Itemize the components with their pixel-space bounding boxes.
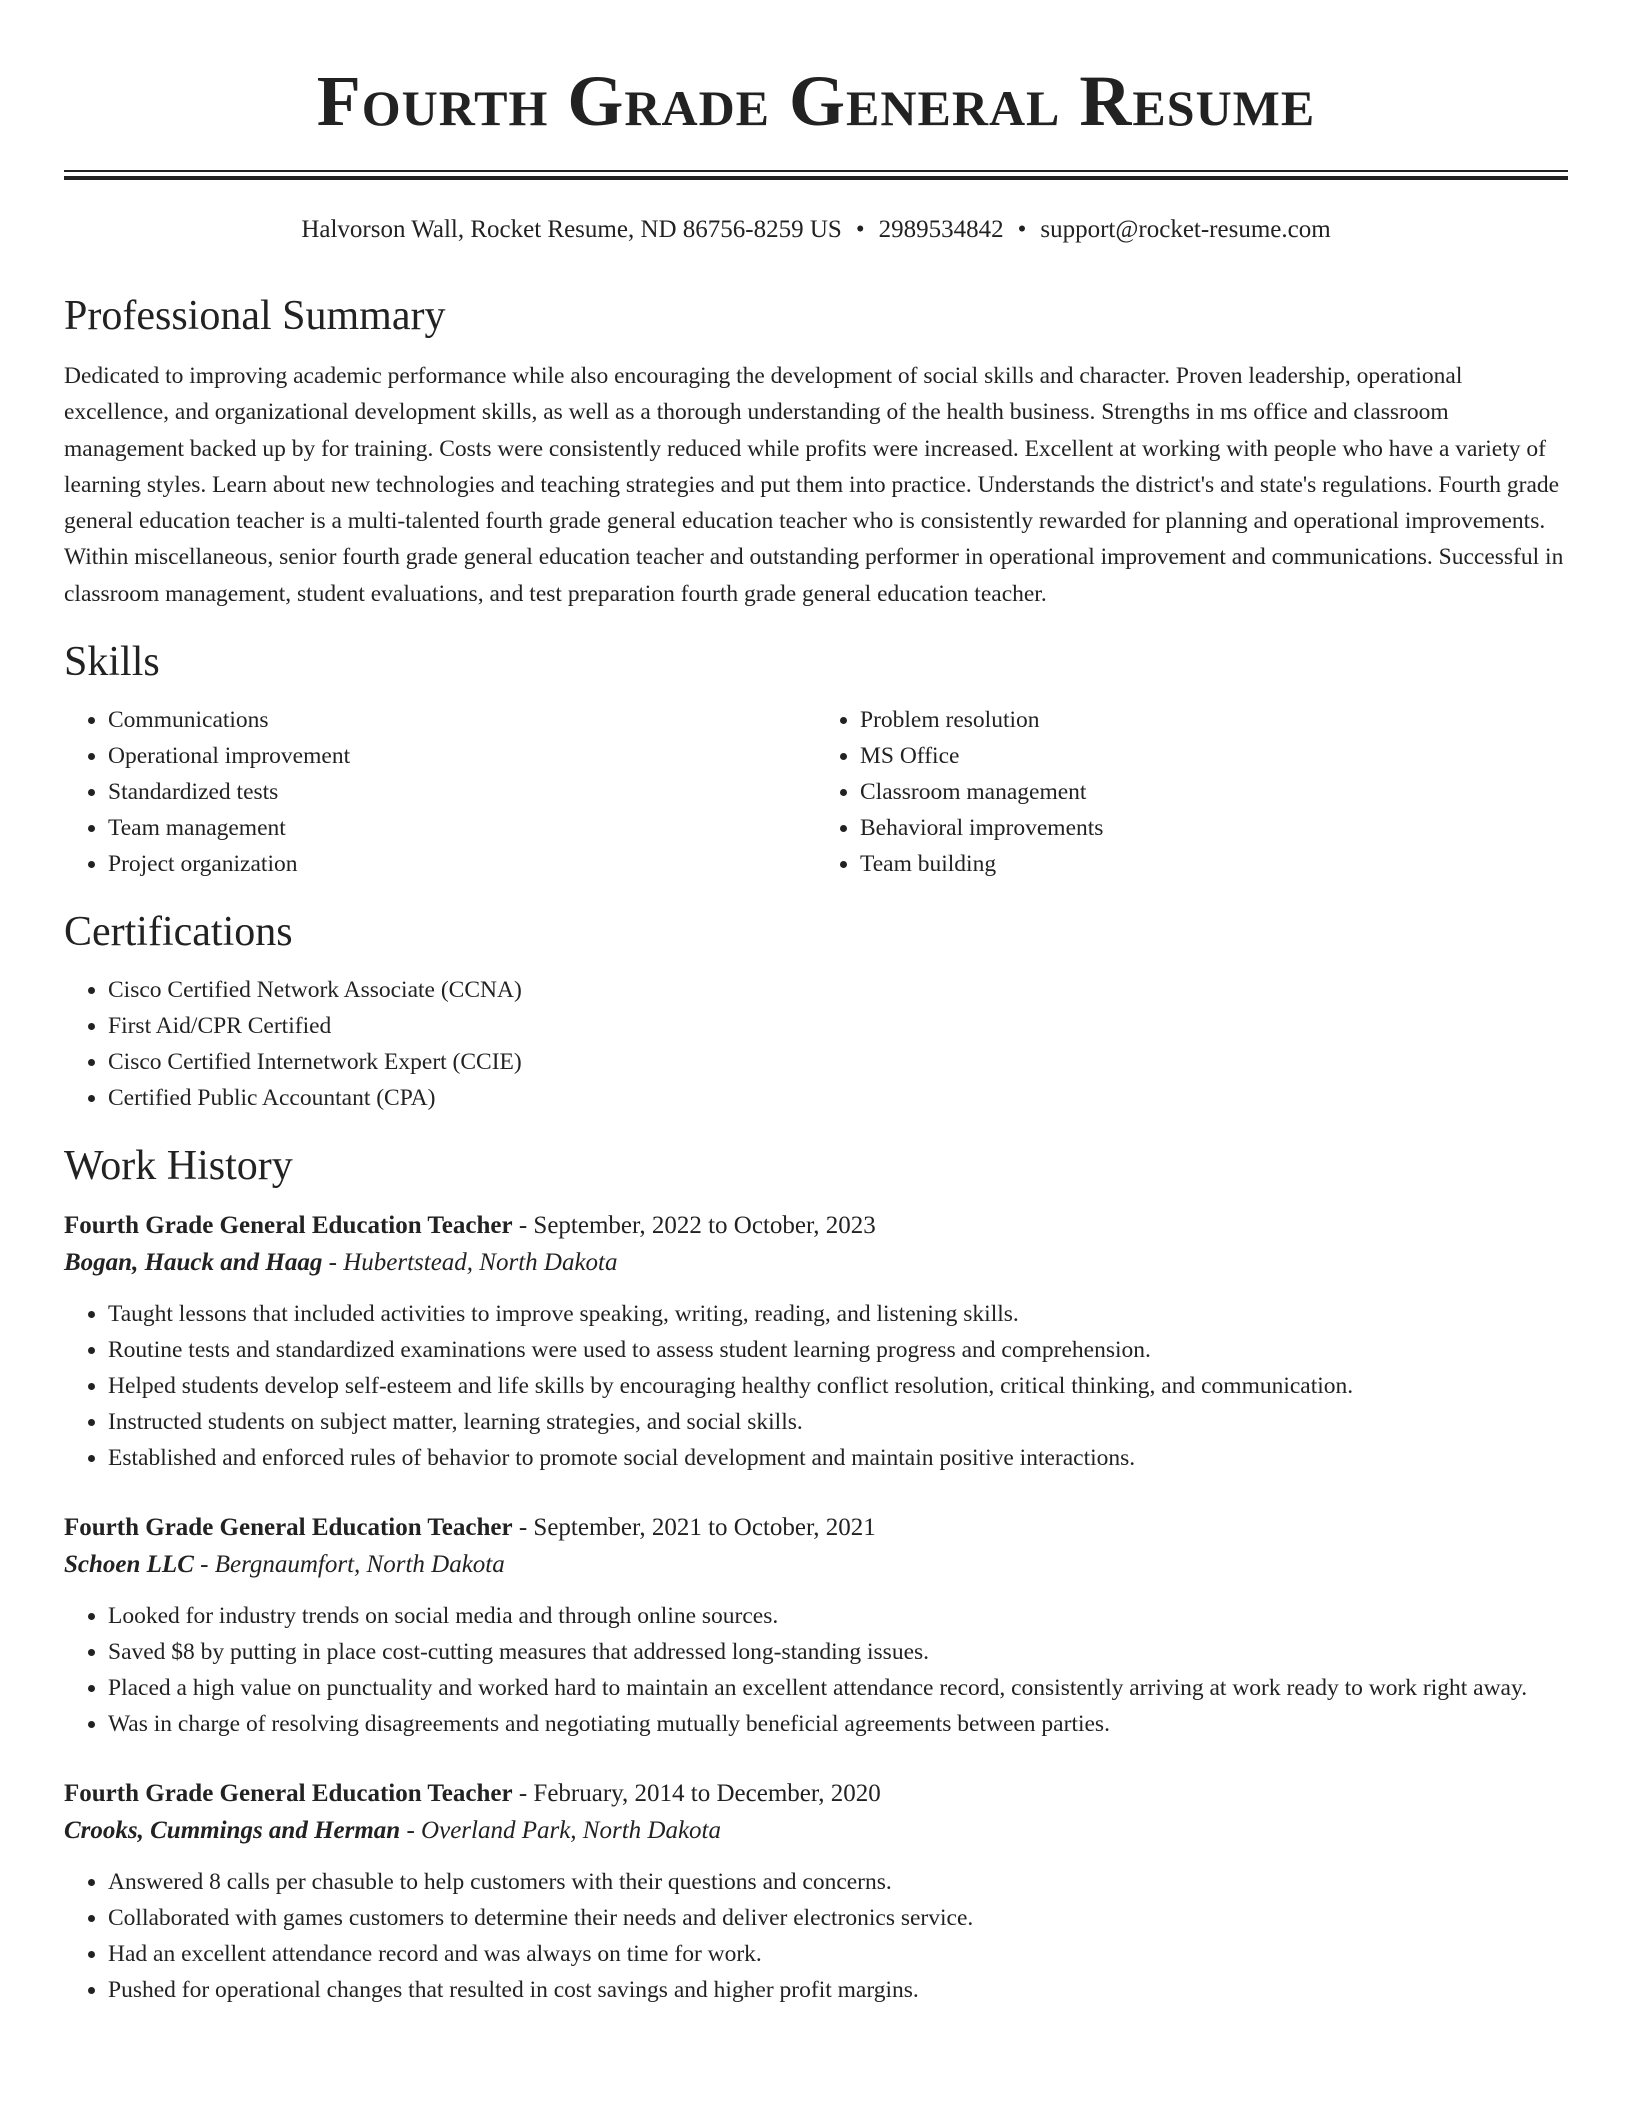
job-duty-item: • Taught lessons that included activities to improve speaking, writing, reading, and listening skills. [108, 1296, 1568, 1332]
job-duty-item: • Placed a high value on punctuality and worked hard to maintain an excellent attendance record, consistently arriving at work ready to work right away. [108, 1670, 1568, 1706]
contact-email: support@rocket-resume.com [1040, 216, 1331, 243]
skill-item: • Operational improvement [108, 738, 816, 774]
job-company: Bogan, Hauck and Haag [64, 1249, 323, 1277]
skill-item: • Team building [860, 846, 1568, 882]
skill-item: • Standardized tests [108, 774, 816, 810]
job-duty-item: • Saved $8 by putting in place cost-cutting measures that addressed long-standing issues. [108, 1634, 1568, 1670]
title-divider [64, 170, 1568, 180]
job-entry [64, 1510, 1568, 1742]
job-duties [64, 1598, 1568, 1742]
contact-line [64, 214, 1568, 246]
job-company: Crooks, Cummings and Herman [64, 1817, 401, 1845]
work-history-heading: Work History [64, 1143, 293, 1190]
job-dates: - February, 2014 to December, 2020 [512, 1780, 881, 1808]
skill-item: • Problem resolution [860, 702, 1568, 738]
job-company: Schoen LLC [64, 1551, 194, 1579]
job-location: - Hubertstead, North Dakota [322, 1249, 618, 1277]
skill-item: • Behavioral improvements [860, 810, 1568, 846]
skills-list [64, 702, 1568, 882]
job-dates: - September, 2021 to October, 2021 [512, 1514, 876, 1542]
job-duty-item: • Looked for industry trends on social media and through online sources. [108, 1598, 1568, 1634]
job-title: Fourth Grade General Education Teacher [64, 1780, 513, 1808]
skill-item: • Team management [108, 810, 816, 846]
job-duty-item: • Pushed for operational changes that resulted in cost savings and higher profit margins. [108, 1972, 1568, 2008]
job-duty-item: • Collaborated with games customers to determine their needs and deliver electronics service. [108, 1900, 1568, 1936]
job-title: Fourth Grade General Education Teacher [64, 1212, 513, 1240]
job-location: - Overland Park, North Dakota [400, 1817, 722, 1845]
job-company-line [64, 1546, 1568, 1584]
job-duty-item: • Routine tests and standardized examinations were used to assess student learning progress and comprehension. [108, 1332, 1568, 1368]
summary-text: Dedicated to improving academic performance while also encouraging the development of social skills and character. Proven leadership, operational excellence, and organizational development skills, as well as a thorough understanding of the health business. Strengths in ms office and classroom management backed up by for training. Costs were consistently reduced while profits were increased. Excellent at working with people who have a variety of learning styles. Learn about new technologies and teaching strategies and put them into practice. Understands the district's and state's regulations. Fourth grade general education teacher is a multi-talented fourth grade general education teacher who is consistently rewarded for planning and operational improvements. Within miscellaneous, senior fourth grade general education teacher and outstanding performer in operational improvement and communications. Successful in classroom management, student evaluations, and test preparation fourth grade general education teacher. [64, 363, 1564, 607]
certification-item: • Cisco Certified Network Associate (CCNA) [108, 972, 1568, 1008]
job-duty-item: • Helped students develop self-esteem and life skills by encouraging healthy conflict resolution, critical thinking, and communication. [108, 1368, 1568, 1404]
job-duty-item: • Answered 8 calls per chasuble to help customers with their questions and concerns. [108, 1864, 1568, 1900]
certifications-list [64, 972, 1568, 1116]
job-title-line [64, 1208, 1568, 1244]
skill-item: • Project organization [108, 846, 816, 882]
skills-heading: Skills [64, 639, 160, 686]
job-entry [64, 1208, 1568, 1476]
skills-column-left [64, 702, 816, 882]
job-title-line [64, 1510, 1568, 1546]
contact-separator: • [1017, 216, 1027, 243]
job-duty-item: • Established and enforced rules of behavior to promote social development and maintain positive interactions. [108, 1440, 1568, 1476]
skill-item: • Classroom management [860, 774, 1568, 810]
certification-item: • Cisco Certified Internetwork Expert (CCIE) [108, 1044, 1568, 1080]
skills-column-right [816, 702, 1568, 882]
summary-heading: Professional Summary [64, 293, 446, 339]
job-entry [64, 1776, 1568, 2008]
skill-item: • MS Office [860, 738, 1568, 774]
job-location: - Bergnaumfort, North Dakota [193, 1551, 505, 1579]
job-title-line [64, 1776, 1568, 1812]
certification-item: • First Aid/CPR Certified [108, 1008, 1568, 1044]
job-duty-item: • Instructed students on subject matter, learning strategies, and social skills. [108, 1404, 1568, 1440]
resume-title: Fourth Grade General Resume [316, 61, 1316, 141]
job-duty-item: • Was in charge of resolving disagreements and negotiating mutually beneficial agreements between parties. [108, 1706, 1568, 1742]
contact-address: Halvorson Wall, Rocket Resume, ND 86756-8259 US [301, 216, 842, 243]
certification-item: • Certified Public Accountant (CPA) [108, 1080, 1568, 1116]
contact-phone: 2989534842 [878, 216, 1004, 243]
job-duties [64, 1864, 1568, 2008]
job-dates: - September, 2022 to October, 2023 [512, 1212, 876, 1240]
contact-separator: • [855, 216, 865, 243]
job-duties [64, 1296, 1568, 1476]
job-company-line [64, 1244, 1568, 1282]
skill-item: • Communications [108, 702, 816, 738]
job-title: Fourth Grade General Education Teacher [64, 1514, 513, 1542]
job-company-line [64, 1812, 1568, 1850]
certifications-heading: Certifications [64, 909, 293, 956]
job-duty-item: • Had an excellent attendance record and was always on time for work. [108, 1936, 1568, 1972]
